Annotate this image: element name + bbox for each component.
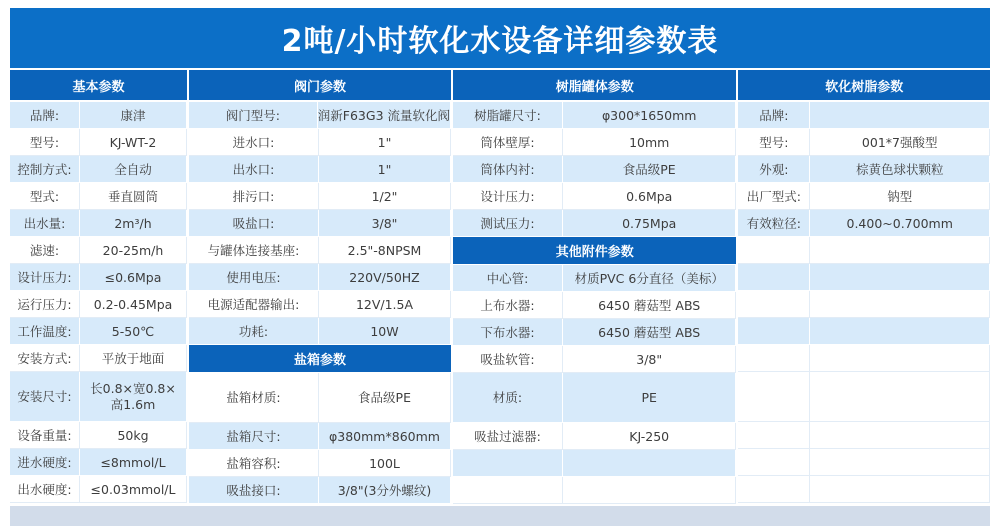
param-label: 安装方式: [10, 345, 80, 372]
param-value: 2m³/h [80, 210, 187, 237]
param-row [453, 450, 736, 477]
param-value [810, 318, 990, 345]
param-row [453, 373, 736, 423]
param-label: 盐箱容积: [189, 450, 319, 477]
param-row [189, 129, 451, 156]
param-value: 食品级PE [563, 156, 736, 183]
param-row [738, 264, 990, 291]
param-value: 1/2" [319, 183, 451, 210]
param-row [738, 372, 990, 422]
param-value: 1" [319, 156, 451, 183]
param-value: φ300*1650mm [563, 102, 736, 129]
param-label: 筒体内衬: [453, 156, 563, 183]
param-row [453, 346, 736, 373]
param-value: 3/8"(3分外螺纹) [319, 477, 451, 504]
param-row [189, 373, 451, 423]
param-label: 使用电压: [189, 264, 319, 291]
param-label: 滤速: [10, 237, 80, 264]
param-value: 材质PVC 6分直径（美标） [563, 265, 736, 292]
param-value: 100L [319, 450, 451, 477]
param-label [453, 477, 563, 504]
param-row [189, 291, 451, 318]
group-header-3: 树脂罐体参数 [453, 70, 736, 100]
param-group-3 [453, 70, 736, 504]
param-value: 长0.8×宽0.8×高1.6m [80, 372, 187, 422]
param-row [10, 210, 187, 237]
param-label: 吸盐口: [189, 210, 319, 237]
group-header-4: 软化树脂参数 [738, 70, 990, 100]
param-label: 进水口: [189, 129, 319, 156]
param-group-1 [10, 70, 187, 504]
param-label: 树脂罐尺寸: [453, 102, 563, 129]
param-value: 3/8" [563, 346, 736, 373]
param-row [738, 183, 990, 210]
param-label: 品牌: [10, 102, 80, 129]
param-label: 材质: [453, 373, 563, 423]
param-label: 筒体壁厚: [453, 129, 563, 156]
param-label: 与罐体连接基座: [189, 237, 319, 264]
param-value: ≤8mmol/L [80, 449, 187, 476]
footer-band [10, 506, 990, 526]
param-value: 50kg [80, 422, 187, 449]
param-row [189, 156, 451, 183]
param-value: KJ-250 [563, 423, 736, 450]
param-row [453, 265, 736, 292]
param-label: 出水口: [189, 156, 319, 183]
param-label: 上布水器: [453, 292, 563, 319]
param-value: 10mm [563, 129, 736, 156]
param-label: 下布水器: [453, 319, 563, 346]
param-label: 有效粒径: [738, 210, 810, 237]
page-title: 2吨/小时软化水设备详细参数表 [10, 8, 990, 68]
param-row [10, 291, 187, 318]
param-value: 5-50℃ [80, 318, 187, 345]
param-row [453, 477, 736, 504]
param-value: 20-25m/h [80, 237, 187, 264]
param-label: 控制方式: [10, 156, 80, 183]
param-label [738, 345, 810, 372]
param-row [738, 237, 990, 264]
param-label: 排污口: [189, 183, 319, 210]
param-row [10, 237, 187, 264]
param-value: 6450 蘑菇型 ABS [563, 292, 736, 319]
param-value: 0.2-0.45Mpa [80, 291, 187, 318]
param-label [738, 318, 810, 345]
param-value: 0.400~0.700mm [810, 210, 990, 237]
param-label: 进水硬度: [10, 449, 80, 476]
param-row [453, 210, 736, 237]
param-label: 外观: [738, 156, 810, 183]
param-value: 0.75Mpa [563, 210, 736, 237]
param-row [10, 345, 187, 372]
section-header: 其他附件参数 [453, 237, 736, 265]
param-label: 吸盐过滤器: [453, 423, 563, 450]
param-row [10, 318, 187, 345]
param-value: KJ-WT-2 [80, 129, 187, 156]
param-label: 工作温度: [10, 318, 80, 345]
param-label: 电源适配器输出: [189, 291, 319, 318]
param-label: 运行压力: [10, 291, 80, 318]
param-label: 测试压力: [453, 210, 563, 237]
param-label [738, 476, 810, 503]
param-label: 出水量: [10, 210, 80, 237]
param-row [738, 345, 990, 372]
param-value [810, 476, 990, 503]
param-row [453, 183, 736, 210]
param-row [10, 449, 187, 476]
param-row [738, 210, 990, 237]
param-label [738, 291, 810, 318]
param-row [10, 422, 187, 449]
param-label: 型号: [738, 129, 810, 156]
param-label: 设备重量: [10, 422, 80, 449]
param-value: 3/8" [319, 210, 451, 237]
param-row [738, 476, 990, 503]
param-value: 2.5"-8NPSM [319, 237, 451, 264]
param-row [189, 477, 451, 504]
param-row [10, 476, 187, 503]
param-value: 平放于地面 [80, 345, 187, 372]
param-value [810, 264, 990, 291]
param-label: 出厂型式: [738, 183, 810, 210]
param-value [810, 372, 990, 422]
param-row [738, 318, 990, 345]
param-value: 220V/50HZ [319, 264, 451, 291]
param-value: φ380mm*860mm [319, 423, 451, 450]
param-row [453, 129, 736, 156]
param-label: 品牌: [738, 102, 810, 129]
param-value: 润新F63G3 流量软化阀 [318, 102, 451, 129]
param-row [189, 450, 451, 477]
param-row [189, 102, 451, 129]
param-row [453, 292, 736, 319]
param-label: 盐箱材质: [189, 373, 319, 423]
param-label: 设计压力: [453, 183, 563, 210]
param-label [738, 449, 810, 476]
param-value: 10W [319, 318, 451, 345]
param-value: 0.6Mpa [563, 183, 736, 210]
param-value [563, 477, 736, 504]
param-row [10, 372, 187, 422]
param-row [189, 237, 451, 264]
param-label [738, 264, 810, 291]
param-group-4 [738, 70, 990, 504]
param-row [738, 156, 990, 183]
param-value: 棕黄色球状颗粒 [810, 156, 990, 183]
spec-table [10, 70, 990, 504]
param-row [10, 129, 187, 156]
param-value: 6450 蘑菇型 ABS [563, 319, 736, 346]
param-value: 1" [319, 129, 451, 156]
param-row [189, 183, 451, 210]
param-label: 型式: [10, 183, 80, 210]
param-row [189, 264, 451, 291]
param-value: 垂直圆筒 [80, 183, 187, 210]
param-label: 安装尺寸: [10, 372, 80, 422]
param-value [810, 422, 990, 449]
param-value [810, 237, 990, 264]
param-value [810, 102, 990, 129]
param-value: 康津 [80, 102, 187, 129]
param-row [453, 102, 736, 129]
param-label [738, 237, 810, 264]
param-row [738, 291, 990, 318]
param-label [453, 450, 563, 477]
group-header-1: 基本参数 [10, 70, 187, 100]
param-value: ≤0.6Mpa [80, 264, 187, 291]
param-row [453, 423, 736, 450]
param-label: 阀门型号: [189, 102, 318, 129]
param-label: 型号: [10, 129, 80, 156]
param-group-2 [189, 70, 451, 504]
param-value [810, 449, 990, 476]
param-label: 设计压力: [10, 264, 80, 291]
param-value [563, 450, 736, 477]
param-row [10, 183, 187, 210]
param-row [10, 102, 187, 129]
param-label: 吸盐软管: [453, 346, 563, 373]
param-label: 盐箱尺寸: [189, 423, 319, 450]
param-label [738, 372, 810, 422]
param-value: 钠型 [810, 183, 990, 210]
param-value [810, 345, 990, 372]
param-label [738, 422, 810, 449]
param-row [453, 156, 736, 183]
param-value: 食品级PE [319, 373, 451, 423]
param-label: 中心管: [453, 265, 563, 292]
param-row [189, 210, 451, 237]
param-label: 吸盐接口: [189, 477, 319, 504]
param-row [738, 129, 990, 156]
param-label: 功耗: [189, 318, 319, 345]
param-value: PE [563, 373, 736, 423]
param-row [10, 156, 187, 183]
param-value: 12V/1.5A [319, 291, 451, 318]
param-value [810, 291, 990, 318]
param-row [189, 423, 451, 450]
section-header: 盐箱参数 [189, 345, 451, 373]
param-row [453, 319, 736, 346]
group-header-2: 阀门参数 [189, 70, 451, 100]
param-row [10, 264, 187, 291]
param-value: 001*7强酸型 [810, 129, 990, 156]
param-row [738, 422, 990, 449]
param-row [738, 102, 990, 129]
param-row [189, 318, 451, 345]
param-label: 出水硬度: [10, 476, 80, 503]
param-value: 全自动 [80, 156, 187, 183]
param-row [738, 449, 990, 476]
param-value: ≤0.03mmol/L [80, 476, 187, 503]
